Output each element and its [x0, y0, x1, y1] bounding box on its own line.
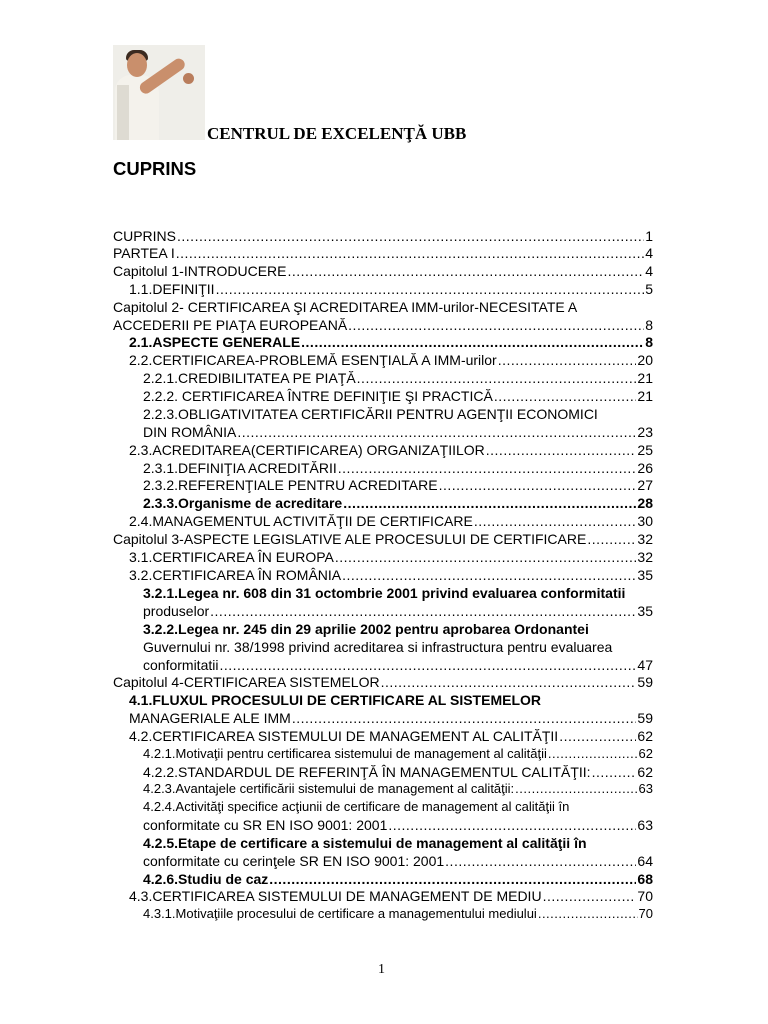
toc-entry-page: 4 — [645, 263, 653, 279]
toc-entry[interactable] — [129, 352, 653, 368]
toc-entry-title-line: 4.2.5.Etape de certificare a sistemului de management al calităţii în — [143, 835, 587, 851]
toc-entry-title: conformitate cu cerinţele SR EN ISO 9001: 2001 — [143, 853, 445, 869]
toc-entry-page: 63 — [637, 817, 653, 833]
toc-entry[interactable] — [143, 657, 653, 673]
toc-entry[interactable] — [143, 781, 653, 797]
toc-entry-page: 27 — [637, 477, 653, 493]
toc-entry-title-line: 3.2.1.Legea nr. 608 din 31 octombrie 2001 privind evaluarea conformitatii — [143, 585, 626, 601]
toc-entry-page: 4 — [645, 245, 653, 261]
toc-entry[interactable] — [113, 317, 653, 333]
toc-entry-title: Capitolul 4-CERTIFICAREA SISTEMELOR — [113, 674, 380, 690]
toc-entry[interactable] — [129, 710, 653, 726]
toc-entry-page: 63 — [638, 781, 653, 796]
toc-entry-title: PARTEA I — [113, 245, 175, 261]
toc-entry[interactable] — [143, 388, 653, 404]
toc-entry-page: 25 — [637, 442, 653, 458]
toc-entry-title: 2.3.1.DEFINIŢIA ACREDITĂRII — [143, 460, 337, 476]
toc-entry-title: 3.1.CERTIFICAREA ÎN EUROPA — [129, 549, 334, 565]
toc-entry-title: 4.2.2.STANDARDUL DE REFERINŢĂ ÎN MANAGEMENTUL CALITĂŢII: — [143, 764, 591, 780]
toc-entry[interactable] — [143, 603, 653, 619]
toc-entry-page: 21 — [637, 388, 653, 404]
toc-entry-page: 8 — [645, 317, 653, 333]
toc-entry-page: 5 — [645, 281, 653, 297]
toc-entry[interactable] — [129, 549, 653, 565]
toc-entry-page: 1 — [645, 228, 653, 244]
toc-entry-title: 2.3.ACREDITAREA(CERTIFICAREA) ORGANIZAŢIILOR — [129, 442, 485, 458]
toc-entry[interactable] — [113, 531, 653, 547]
toc-entry-page: 47 — [637, 657, 653, 673]
toc-entry-title: 4.2.6.Studiu de caz — [143, 871, 269, 887]
toc-entry[interactable] — [143, 871, 653, 887]
toc-entry-page: 70 — [638, 906, 653, 921]
toc-entry[interactable] — [143, 460, 653, 476]
toc-entry-title: ACCEDERII PE PIAŢA EUROPEANĂ — [113, 317, 348, 333]
toc-entry-title: 4.2.3.Avantajele certificării sistemului de management al calităţii: — [143, 781, 515, 796]
toc-entry-title-line: 4.1.FLUXUL PROCESULUI DE CERTIFICARE AL SISTEMELOR — [129, 692, 542, 708]
toc-entry[interactable] — [143, 424, 653, 440]
toc-entry[interactable] — [143, 746, 653, 762]
toc-entry-title: 3.2.CERTIFICAREA ÎN ROMÂNIA — [129, 567, 342, 583]
toc-entry-page: 23 — [637, 424, 653, 440]
page-number: 1 — [378, 962, 385, 977]
toc-entry-page: 35 — [637, 603, 653, 619]
toc-entry-title-line: 3.2.2.Legea nr. 245 din 29 aprilie 2002 pentru aprobarea Ordonantei — [143, 621, 589, 637]
toc-entry[interactable] — [143, 370, 653, 386]
toc-entry-title: CUPRINS — [113, 228, 177, 244]
toc-entry-title: 2.4.MANAGEMENTUL ACTIVITĂŢII DE CERTIFICARE — [129, 513, 473, 529]
toc-entry[interactable] — [129, 281, 653, 297]
toc-entry[interactable] — [143, 495, 653, 511]
toc-entry[interactable] — [129, 728, 653, 744]
toc-entry-page: 32 — [637, 531, 653, 547]
toc-entry-title: 2.3.3.Organisme de acreditare — [143, 495, 343, 511]
toc-entry-page: 59 — [637, 674, 653, 690]
toc-entry[interactable] — [129, 334, 653, 350]
toc-entry-page: 26 — [637, 460, 653, 476]
toc-entry-title: produselor — [143, 603, 210, 619]
toc-entry-title: 4.3.1.Motivaţiile procesului de certificare a managementului mediului — [143, 906, 537, 921]
toc-entry-title: 1.1.DEFINIŢII — [129, 281, 215, 297]
toc-entry[interactable] — [113, 245, 653, 261]
toc-entry-title: DIN ROMÂNIA — [143, 424, 237, 440]
toc-entry-page: 8 — [645, 334, 653, 350]
toc-entry-title: Capitolul 1-INTRODUCERE — [113, 263, 287, 279]
toc-entry-page: 28 — [637, 495, 653, 511]
toc-entry[interactable] — [143, 817, 653, 833]
toc-entry[interactable] — [113, 228, 653, 244]
toc-entry[interactable] — [129, 888, 653, 904]
center-title: CENTRUL DE EXCELENŢĂ UBB — [207, 124, 467, 143]
toc-entry[interactable] — [129, 442, 653, 458]
toc-entry-page: 20 — [637, 352, 653, 368]
toc-entry-page: 35 — [637, 567, 653, 583]
toc-entry[interactable] — [143, 764, 653, 780]
toc-entry-page: 70 — [637, 888, 653, 904]
toc-entry[interactable] — [129, 567, 653, 583]
toc-entry-title: 4.2.1.Motivaţii pentru certificarea sistemului de management al calităţii — [143, 746, 547, 761]
toc-entry[interactable] — [113, 674, 653, 690]
toc-entry-title: 4.3.CERTIFICAREA SISTEMULUI DE MANAGEMENT DE MEDIU — [129, 888, 542, 904]
toc-entry[interactable] — [113, 263, 653, 279]
toc-entry-page: 21 — [637, 370, 653, 386]
toc-entry-page: 30 — [637, 513, 653, 529]
toc-entry-title: 4.2.CERTIFICAREA SISTEMULUI DE MANAGEMENT AL CALITĂŢII — [129, 728, 559, 744]
toc-entry-title: 2.1.ASPECTE GENERALE — [129, 334, 301, 350]
toc-entry[interactable] — [129, 513, 653, 529]
toc-entry-title: conformitate cu SR EN ISO 9001: 2001 — [143, 817, 388, 833]
toc-entry-page: 62 — [637, 728, 653, 744]
toc-entry-page: 62 — [638, 746, 653, 761]
toc-entry-title: 2.2.2. CERTIFICAREA ÎNTRE DEFINIŢIE ŞI PRACTICĂ — [143, 388, 493, 404]
toc-entry-title: 2.3.2.REFERENŢIALE PENTRU ACREDITARE — [143, 477, 438, 493]
toc-entry-title: Capitolul 3-ASPECTE LEGISLATIVE ALE PROCESULUI DE CERTIFICARE — [113, 531, 587, 547]
toc-entry-title-line: 4.2.4.Activităţi specifice acţiunii de certificare de management al calităţii în — [143, 799, 570, 814]
toc-entry[interactable] — [143, 477, 653, 493]
toc-entry-title-line: 2.2.3.OBLIGATIVITATEA CERTIFICĂRII PENTRU AGENŢII ECONOMICI — [143, 406, 598, 422]
toc-entry[interactable] — [143, 853, 653, 869]
toc-entry-title: MANAGERIALE ALE IMM — [129, 710, 291, 726]
toc-entry-page: 62 — [637, 764, 653, 780]
header-photo — [113, 45, 205, 140]
toc-entry-page: 64 — [637, 853, 653, 869]
toc-entry-page: 68 — [637, 871, 653, 887]
toc-entry-title: 2.2.CERTIFICAREA-PROBLEMĂ ESENŢIALĂ A IMM-urilor — [129, 352, 497, 368]
toc-entry-title-line: Guvernului nr. 38/1998 privind acreditarea si infrastructura pentru evaluarea — [143, 639, 613, 655]
toc-entry-title-line: Capitolul 2- CERTIFICAREA ŞI ACREDITAREA IMM-urilor-NECESITATE A — [113, 299, 578, 315]
toc-entry-page: 32 — [637, 549, 653, 565]
toc-entry[interactable] — [143, 906, 653, 922]
toc-entry-page: 59 — [637, 710, 653, 726]
page-title: CUPRINS — [113, 158, 197, 179]
toc-entry-title: conformitatii — [143, 657, 219, 673]
toc-entry-title: 2.2.1.CREDIBILITATEA PE PIAŢĂ — [143, 370, 356, 386]
